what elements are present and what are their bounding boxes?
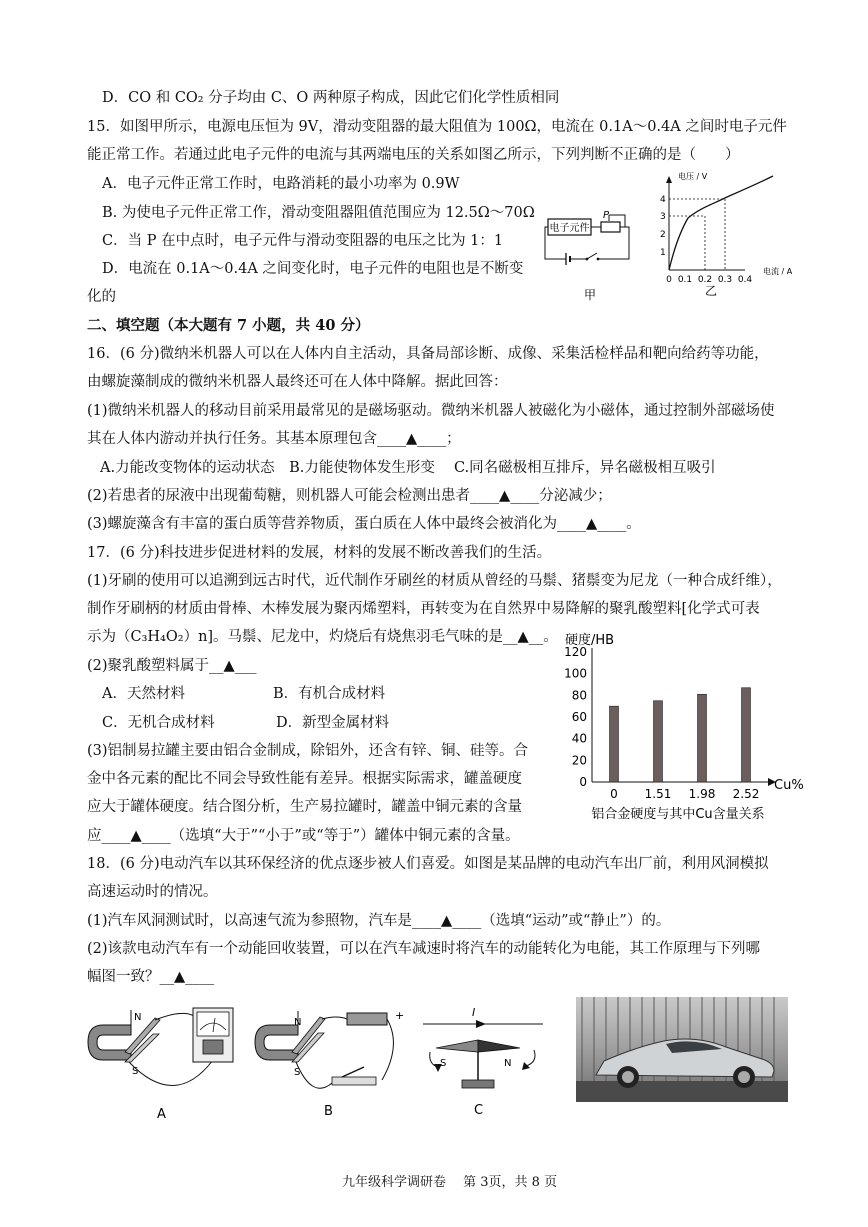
q18-line3: (1)汽车风洞测试时，以高速气流为参照物，汽车是____▲____（选填“运动”或“静止”）的。 xyxy=(87,913,671,929)
q18-line1: 18．(6 分)电动汽车以其环保经济的优点逐步被人们喜爱。如图是某品牌的电动汽车出厂前，利用风洞模拟 xyxy=(87,856,769,872)
pole-s-a: S xyxy=(132,1066,139,1077)
pole-n-a: N xyxy=(134,1012,142,1023)
vi-xtick-label: 0.1 xyxy=(677,275,693,285)
q15-option-c: C．当 P 在中点时，电子元件与滑动变阻器的电压之比为 1：1 xyxy=(102,233,504,249)
q17-line4: 示为（C₃H₄O₂）n]。马鬃、尼龙中，灼烧后有烧焦羽毛气味的是__▲__。 xyxy=(87,629,558,645)
q15-option-d-line2: 化的 xyxy=(87,289,116,305)
bar-ytick-label: 60 xyxy=(571,710,587,724)
q16-line1: 16．(6 分)微纳米机器人可以在人体内自主活动，具备局部诊断、成像、采集活检样品和靶向给药等功能， xyxy=(87,346,769,362)
vi-xtick-label: 0.2 xyxy=(697,275,713,285)
slider-p-label: P xyxy=(603,210,610,221)
figure-a-label: A xyxy=(157,1107,166,1122)
vi-graph-ylabel: 电压 / V xyxy=(678,172,708,181)
q14-option-d: D．CO 和 CO₂ 分子均由 C、O 两种原子构成，因此它们化学性质相同 xyxy=(102,90,560,106)
bar-ytick-label: 100 xyxy=(564,666,587,681)
bar-chart-xlabel: Cu% xyxy=(774,778,804,793)
q18-line2: 高速运动时的情况。 xyxy=(87,884,218,900)
q15-option-a: A．电子元件正常工作时，电路消耗的最小功率为 0.9W xyxy=(102,176,460,192)
q17-line3: 制作牙刷柄的材质由骨棒、木棒发展为聚丙烯塑料，再转变为在自然界中易降解的聚乳酸塑料[化学式可表 xyxy=(87,601,760,617)
bar-chart-ylabel: 硬度/HB xyxy=(565,633,615,648)
bar-xtick-label: 2.52 xyxy=(732,787,760,801)
figure-a-magnet-galvanometer xyxy=(85,1000,245,1122)
q15-option-d-line1: D．电流在 0.1A～0.4A 之间变化时，电子元件的电阻也是不断变 xyxy=(102,261,524,277)
bar-ytick-label: 20 xyxy=(571,753,587,768)
q16-options: A.力能改变物体的运动状态 B.力能使物体发生形变 C.同名磁极相互排斥，异名磁极相互吸引 xyxy=(100,460,716,476)
q16-line6: (3)螺旋藻含有丰富的蛋白质等营养物质，蛋白质在人体中最终会被消化为____▲____。 xyxy=(87,516,641,532)
bar-xtick-label: 1.51 xyxy=(644,787,672,801)
q18-line4: (2)该款电动汽车有一个动能回收装置，可以在汽车减速时将汽车的动能转化为电能，其工作原理与下列哪 xyxy=(87,941,761,957)
figure-c-label: C xyxy=(474,1103,484,1118)
q17-line7: 金中各元素的配比不同会导致性能有差异。根据实际需求，罐盖硬度 xyxy=(87,771,522,787)
figure-jia-caption: 甲 xyxy=(584,288,597,302)
q16-line4: 其在人体内游动并执行任务。其基本原理包含____▲____； xyxy=(87,431,461,447)
vi-ytick-label: 3 xyxy=(660,212,666,222)
bar-ytick-label: 0 xyxy=(579,775,587,789)
figure-b-label: B xyxy=(324,1104,333,1119)
q15-stem-line1: 15．如图甲所示，电源电压恒为 9V，滑动变阻器的最大阻值为 100Ω，电流在 0.1A～0.4A 之间时电子元件 xyxy=(87,119,787,135)
battery-plus-sign: + xyxy=(395,1009,405,1022)
bar-1.51 xyxy=(654,701,663,782)
vi-xtick-label: 0.3 xyxy=(717,275,733,285)
bar-xtick-label: 1.98 xyxy=(688,787,716,801)
bar-1.98 xyxy=(698,694,707,782)
bar-0 xyxy=(610,706,619,782)
q17-option-a: A．天然材料 xyxy=(102,686,185,702)
figure-b-magnet-battery xyxy=(252,1005,412,1123)
bar-2.52 xyxy=(742,688,751,782)
pole-n-b: N xyxy=(294,1017,302,1028)
vi-ytick-label: 1 xyxy=(660,248,666,258)
q17-line9: 应____▲____（选填“大于”“小于”或“等于”）罐体中铜元素的含量。 xyxy=(87,828,520,844)
vi-graph-yi xyxy=(645,170,795,300)
q17-line1: 17．(6 分)科技进步促进材料的发展，材料的发展不断改善我们的生活。 xyxy=(87,545,552,561)
current-i-label: I xyxy=(472,1006,476,1019)
hardness-bar-chart xyxy=(560,630,810,830)
pole-s-b: S xyxy=(294,1067,301,1078)
q17-option-b: B．有机合成材料 xyxy=(273,686,386,702)
q17-line8: 应大于罐体硬度。结合图分析，生产易拉罐时，罐盖中铜元素的含量 xyxy=(87,799,522,815)
vi-ytick-label: 2 xyxy=(660,230,666,240)
bar-ytick-label: 80 xyxy=(571,688,587,703)
bar-chart-title: 铝合金硬度与其中Cu含量关系 xyxy=(591,807,765,822)
wind-tunnel-car-photo xyxy=(576,997,788,1102)
figure-yi-caption: 乙 xyxy=(705,284,718,298)
q17-line5: (2)聚乳酸塑料属于__▲___ xyxy=(87,658,257,674)
circuit-diagram-jia xyxy=(543,202,643,302)
bar-xtick-label: 0 xyxy=(610,787,618,801)
vi-xtick-label: 0.4 xyxy=(737,275,753,285)
compass-s-label: S xyxy=(440,1058,447,1069)
section-2-heading: 二、填空题（本大题有 7 小题，共 40 分） xyxy=(87,317,370,334)
compass-n-label: N xyxy=(504,1058,512,1069)
vi-xtick-label: 0 xyxy=(666,275,672,285)
vi-graph-xlabel: 电流 / A xyxy=(763,267,793,276)
electronic-component-label: 电子元件 xyxy=(549,223,590,234)
bar-ytick-label: 120 xyxy=(564,645,587,659)
q17-line2: (1)牙刷的使用可以追溯到远古时代，近代制作牙刷丝的材质从曾经的马鬃、猪鬃变为尼龙（一种合成纤维）， xyxy=(87,573,782,589)
q17-option-d: D．新型金属材料 xyxy=(276,715,390,731)
figure-c-compass-wire xyxy=(418,1006,548,1122)
page-footer: 九年级科学调研卷 第 3页，共 8 页 xyxy=(342,1175,558,1190)
vi-ytick-label: 4 xyxy=(660,195,666,205)
q16-line3: (1)微纳米机器人的移动目前采用最常见的是磁场驱动。微纳米机器人被磁化为小磁体，通过控制外部磁场使 xyxy=(87,403,775,419)
q17-line6: (3)铝制易拉罐主要由铝合金制成，除铝外，还含有锌、铜、硅等。合 xyxy=(87,743,529,759)
q17-option-c: C．无机合成材料 xyxy=(102,715,215,731)
q16-line5: (2)若患者的尿液中出现葡萄糖，则机器人可能会检测出患者____▲____分泌减少； xyxy=(87,488,612,504)
q15-stem-line2: 能正常工作。若通过此电子元件的电流与其两端电压的关系如图乙所示，下列判断不正确的是（ ） xyxy=(87,147,740,163)
q18-line5: 幅图一致？__▲____ xyxy=(87,969,215,985)
bar-ytick-label: 40 xyxy=(571,731,587,746)
q15-option-b: B. 为使电子元件正常工作，滑动变阻器阻值范围应为 12.5Ω～70Ω xyxy=(102,205,535,221)
q16-line2: 由螺旋藻制成的微纳米机器人最终还可在人体中降解。据此回答： xyxy=(87,374,508,390)
